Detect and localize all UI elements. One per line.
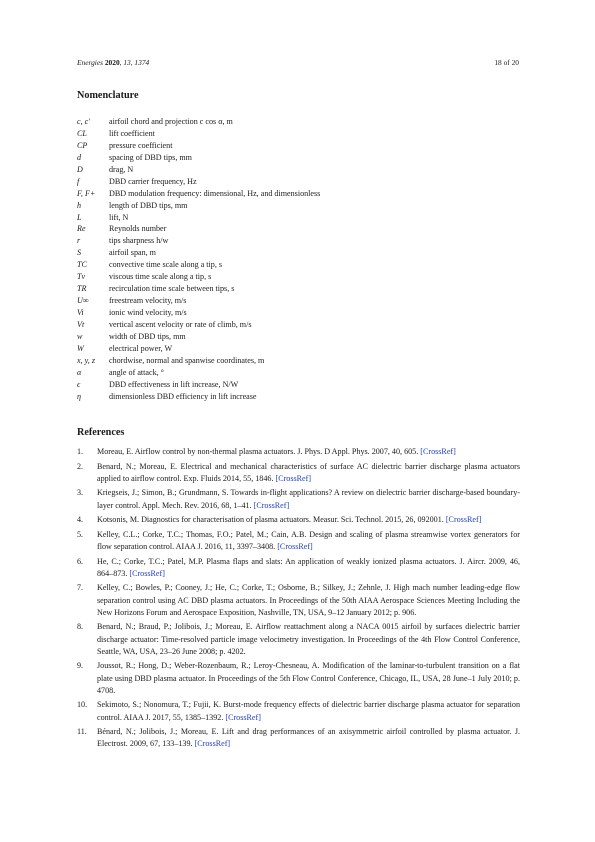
reference-text: He, C.; Corke, T.C.; Patel, M.P. Plasma flaps and slats: An application of weakly ionized plasma actuators. J. Aircr. 2009, 46, 864–873. xyxy=(97,556,520,578)
nomenclature-row xyxy=(77,391,517,403)
reference-item xyxy=(77,621,520,658)
nomenclature-definition: vertical ascent velocity or rate of climb, m/s xyxy=(109,319,252,329)
nomenclature-symbol: S xyxy=(77,248,82,258)
reference-item xyxy=(77,726,520,750)
nomenclature-definition: airfoil chord and projection c cos α, m xyxy=(109,117,233,126)
reference-text-wrap xyxy=(97,487,520,511)
crossref-link[interactable]: [CrossRef] xyxy=(253,500,290,510)
reference-item xyxy=(77,699,520,723)
nomenclature-definition: drag, N xyxy=(109,164,134,174)
reference-number: 3. xyxy=(77,488,84,498)
crossref-link[interactable]: [CrossRef] xyxy=(194,739,231,749)
nomenclature-definition: freestream velocity, m/s xyxy=(109,296,187,306)
reference-item xyxy=(77,556,520,580)
nomenclature-symbol: TR xyxy=(77,284,87,294)
reference-text-wrap xyxy=(97,582,520,619)
references-list xyxy=(77,446,520,753)
nomenclature-row xyxy=(77,212,517,224)
nomenclature-definition: angle of attack, ° xyxy=(109,367,164,377)
nomenclature-symbol: CL xyxy=(77,128,87,138)
nomenclature-definition: convective time scale along a tip, s xyxy=(109,260,223,270)
crossref-link[interactable]: [CrossRef] xyxy=(277,541,313,551)
nomenclature-row xyxy=(77,128,517,140)
journal-name: Energies xyxy=(77,58,103,67)
nomenclature-symbol: Re xyxy=(77,224,86,234)
journal-volume: 13 xyxy=(123,58,131,67)
reference-number: 2. xyxy=(77,461,84,471)
nomenclature-definition: viscous time scale along a tip, s xyxy=(109,272,212,282)
nomenclature-row xyxy=(77,164,517,176)
reference-text-wrap xyxy=(97,621,520,658)
nomenclature-definition: chordwise, normal and spanwise coordinates, m xyxy=(109,355,265,365)
nomenclature-definition: spacing of DBD tips, mm xyxy=(109,152,192,162)
nomenclature-row xyxy=(77,176,517,188)
reference-text: Kelley, C.L.; Corke, T.C.; Thomas, F.O.; Patel, M.; Cain, A.B. Design and scaling of plasma streamwise vortex generators for flow separation control. AIAA J. 2016, 11, 3397–3408. xyxy=(97,529,520,551)
nomenclature-symbol: f xyxy=(77,176,80,186)
nomenclature-row xyxy=(77,223,517,235)
nomenclature-row xyxy=(77,259,517,271)
reference-item xyxy=(77,514,520,526)
reference-text: Benard, N.; Moreau, E. Electrical and mechanical characteristics of surface AC dielectric barrier discharge plasma actuators applied to airflow control. Exp. Fluids 2014, 55, 1846. xyxy=(97,461,520,483)
reference-text-wrap xyxy=(97,556,520,580)
running-header xyxy=(77,58,519,70)
nomenclature-definition: airfoil span, m xyxy=(109,248,156,258)
reference-text-wrap xyxy=(97,461,520,485)
nomenclature-definition: pressure coefficient xyxy=(109,140,173,150)
nomenclature-row xyxy=(77,271,517,283)
reference-text-wrap xyxy=(97,699,520,723)
reference-number: 4. xyxy=(77,515,84,525)
nomenclature-definition: Reynolds number xyxy=(109,224,167,234)
nomenclature-definition: DBD effectiveness in lift increase, N/W xyxy=(109,379,239,389)
nomenclature-definition: dimensionless DBD efficiency in lift increase xyxy=(109,391,257,401)
nomenclature-definition: electrical power, W xyxy=(109,343,173,353)
journal-year: 2020 xyxy=(104,58,120,67)
nomenclature-row xyxy=(77,295,517,307)
reference-number: 7. xyxy=(77,583,84,593)
reference-text: Benard, N.; Braud, P.; Jolibois, J.; Moreau, E. Airflow reattachment along a NACA 0015 airfoil by surfaces dielectric barrier discharge actuator: Time-resolved particle image velocimetry investigation. In Proceedings of the 4th Flow Control Conference, Seattle, WA, USA, 23–26 June 2008; p. 4202. xyxy=(97,622,520,656)
reference-text: Sekimoto, S.; Nonomura, T.; Fujii, K. Burst-mode frequency effects of dielectric barrier discharge plasma actuator for separation control. AIAA J. 2017, 55, 1385–1392. xyxy=(97,700,520,722)
nomenclature-row xyxy=(77,283,517,295)
nomenclature-row xyxy=(77,331,517,343)
nomenclature-symbol: TC xyxy=(77,260,87,270)
reference-item xyxy=(77,487,520,511)
nomenclature-definition: recirculation time scale between tips, s xyxy=(109,284,235,294)
nomenclature-definition: lift coefficient xyxy=(109,128,155,138)
nomenclature-row xyxy=(77,140,517,152)
nomenclature-row xyxy=(77,355,517,367)
nomenclature-row xyxy=(77,188,517,200)
nomenclature-symbol: CP xyxy=(77,140,88,150)
page-number: 18 of 20 xyxy=(494,58,519,67)
reference-number: 10. xyxy=(77,700,88,710)
nomenclature-list xyxy=(77,116,517,403)
nomenclature-symbol: α xyxy=(77,367,82,377)
reference-number: 1. xyxy=(77,447,84,456)
nomenclature-symbol: ϵ xyxy=(77,379,81,389)
nomenclature-row xyxy=(77,200,517,212)
nomenclature-row xyxy=(77,379,517,391)
reference-text: Joussot, R.; Hong, D.; Weber-Rozenbaum, R.; Leroy-Chesneau, A. Modification of the laminar-to-turbulent transition on a flat plate using DBD plasma actuator. In Proceedings of the 5th Flow Control Conference, Chicago, IL, USA, 28 June–1 July 2010; p. 4708. xyxy=(97,661,520,695)
nomenclature-symbol: F, F+ xyxy=(77,188,96,198)
reference-item xyxy=(77,446,520,458)
nomenclature-symbol: η xyxy=(77,391,82,401)
reference-item xyxy=(77,529,520,553)
nomenclature-symbol: d xyxy=(77,152,82,162)
nomenclature-symbol: h xyxy=(77,200,82,210)
reference-text-wrap xyxy=(97,446,520,458)
reference-text: Kriegseis, J.; Simon, B.; Grundmann, S. Towards in-flight applications? A review on dielectric barrier discharge-based boundary-layer control. Appl. Mech. Rev. 2016, 68, 1–41. xyxy=(97,488,520,510)
nomenclature-definition: lift, N xyxy=(109,212,129,222)
reference-text: Bénard, N.; Jolibois, J.; Moreau, E. Lift and drag performances of an axisymmetric airfoil controlled by plasma actuator. J. Electrost. 2009, 67, 133–139. xyxy=(97,727,520,749)
nomenclature-row xyxy=(77,367,517,379)
nomenclature-definition: tips sharpness h/w xyxy=(109,236,169,246)
nomenclature-definition: ionic wind velocity, m/s xyxy=(109,308,187,317)
reference-number: 5. xyxy=(77,529,84,539)
reference-item xyxy=(77,582,520,619)
nomenclature-row xyxy=(77,343,517,355)
nomenclature-row xyxy=(77,235,517,247)
nomenclature-row xyxy=(77,319,517,331)
reference-text: Moreau, E. Airflow control by non-thermal plasma actuators. J. Phys. D Appl. Phys. 2007, 40, 605. xyxy=(97,447,419,456)
crossref-link[interactable]: [CrossRef] xyxy=(129,568,165,578)
reference-text: Kotsonis, M. Diagnostics for characterisation of plasma actuators. Measur. Sci. Technol. 2015, 26, 092001. xyxy=(97,515,444,525)
reference-item xyxy=(77,660,520,697)
nomenclature-symbol: D xyxy=(77,164,83,174)
crossref-link[interactable]: [CrossRef] xyxy=(420,447,456,456)
nomenclature-symbol: L xyxy=(77,212,82,222)
reference-number: 6. xyxy=(77,556,84,566)
reference-text-wrap xyxy=(97,529,520,553)
nomenclature-definition: DBD carrier frequency, Hz xyxy=(109,176,197,186)
nomenclature-symbol: Vt xyxy=(77,319,85,329)
nomenclature-definition: width of DBD tips, mm xyxy=(109,331,186,341)
reference-number: 8. xyxy=(77,622,84,632)
reference-text: Kelley, C.; Bowles, P.; Cooney, J.; He, C.; Corke, T.; Osborne, B.; Silkey, J.; Zehnle, J. High mach number leading-edge flow separation control using AC DBD plasma actuators. In Proceedings of the 50th AIAA Aerospace Sciences Meeting Including the New Horizons Forum and Aerospace Exposition, Nashville, TN, USA, 9–12 January 2012; p. 906. xyxy=(97,583,520,617)
nomenclature-symbol: w xyxy=(77,331,83,341)
reference-number: 11. xyxy=(77,727,87,737)
nomenclature-symbol: r xyxy=(77,236,81,246)
journal-citation: Energies 2020, 13, 1374 xyxy=(77,58,150,67)
nomenclature-symbol: U∞ xyxy=(77,296,89,306)
nomenclature-symbol: Vi xyxy=(77,308,84,317)
reference-item xyxy=(77,461,520,485)
reference-text-wrap xyxy=(97,726,520,750)
reference-text-wrap xyxy=(97,514,520,526)
nomenclature-definition: DBD modulation frequency: dimensional, Hz, and dimensionless xyxy=(109,188,321,198)
journal-article: , 1374 xyxy=(130,58,150,67)
nomenclature-heading: Nomenclature xyxy=(77,90,139,101)
nomenclature-symbol: c, c′ xyxy=(77,117,91,126)
crossref-link[interactable]: [CrossRef] xyxy=(225,712,261,722)
nomenclature-row xyxy=(77,116,517,128)
nomenclature-row xyxy=(77,247,517,259)
nomenclature-symbol: Tν xyxy=(77,272,86,282)
nomenclature-symbol: W xyxy=(77,343,84,353)
nomenclature-symbol: x, y, z xyxy=(77,355,95,365)
crossref-link[interactable]: [CrossRef] xyxy=(445,515,482,525)
nomenclature-row xyxy=(77,152,517,164)
nomenclature-definition: length of DBD tips, mm xyxy=(109,200,188,210)
reference-text-wrap xyxy=(97,660,520,697)
nomenclature-row xyxy=(77,307,517,319)
references-heading: References xyxy=(77,427,125,438)
reference-number: 9. xyxy=(77,661,84,671)
crossref-link[interactable]: [CrossRef] xyxy=(275,473,312,483)
